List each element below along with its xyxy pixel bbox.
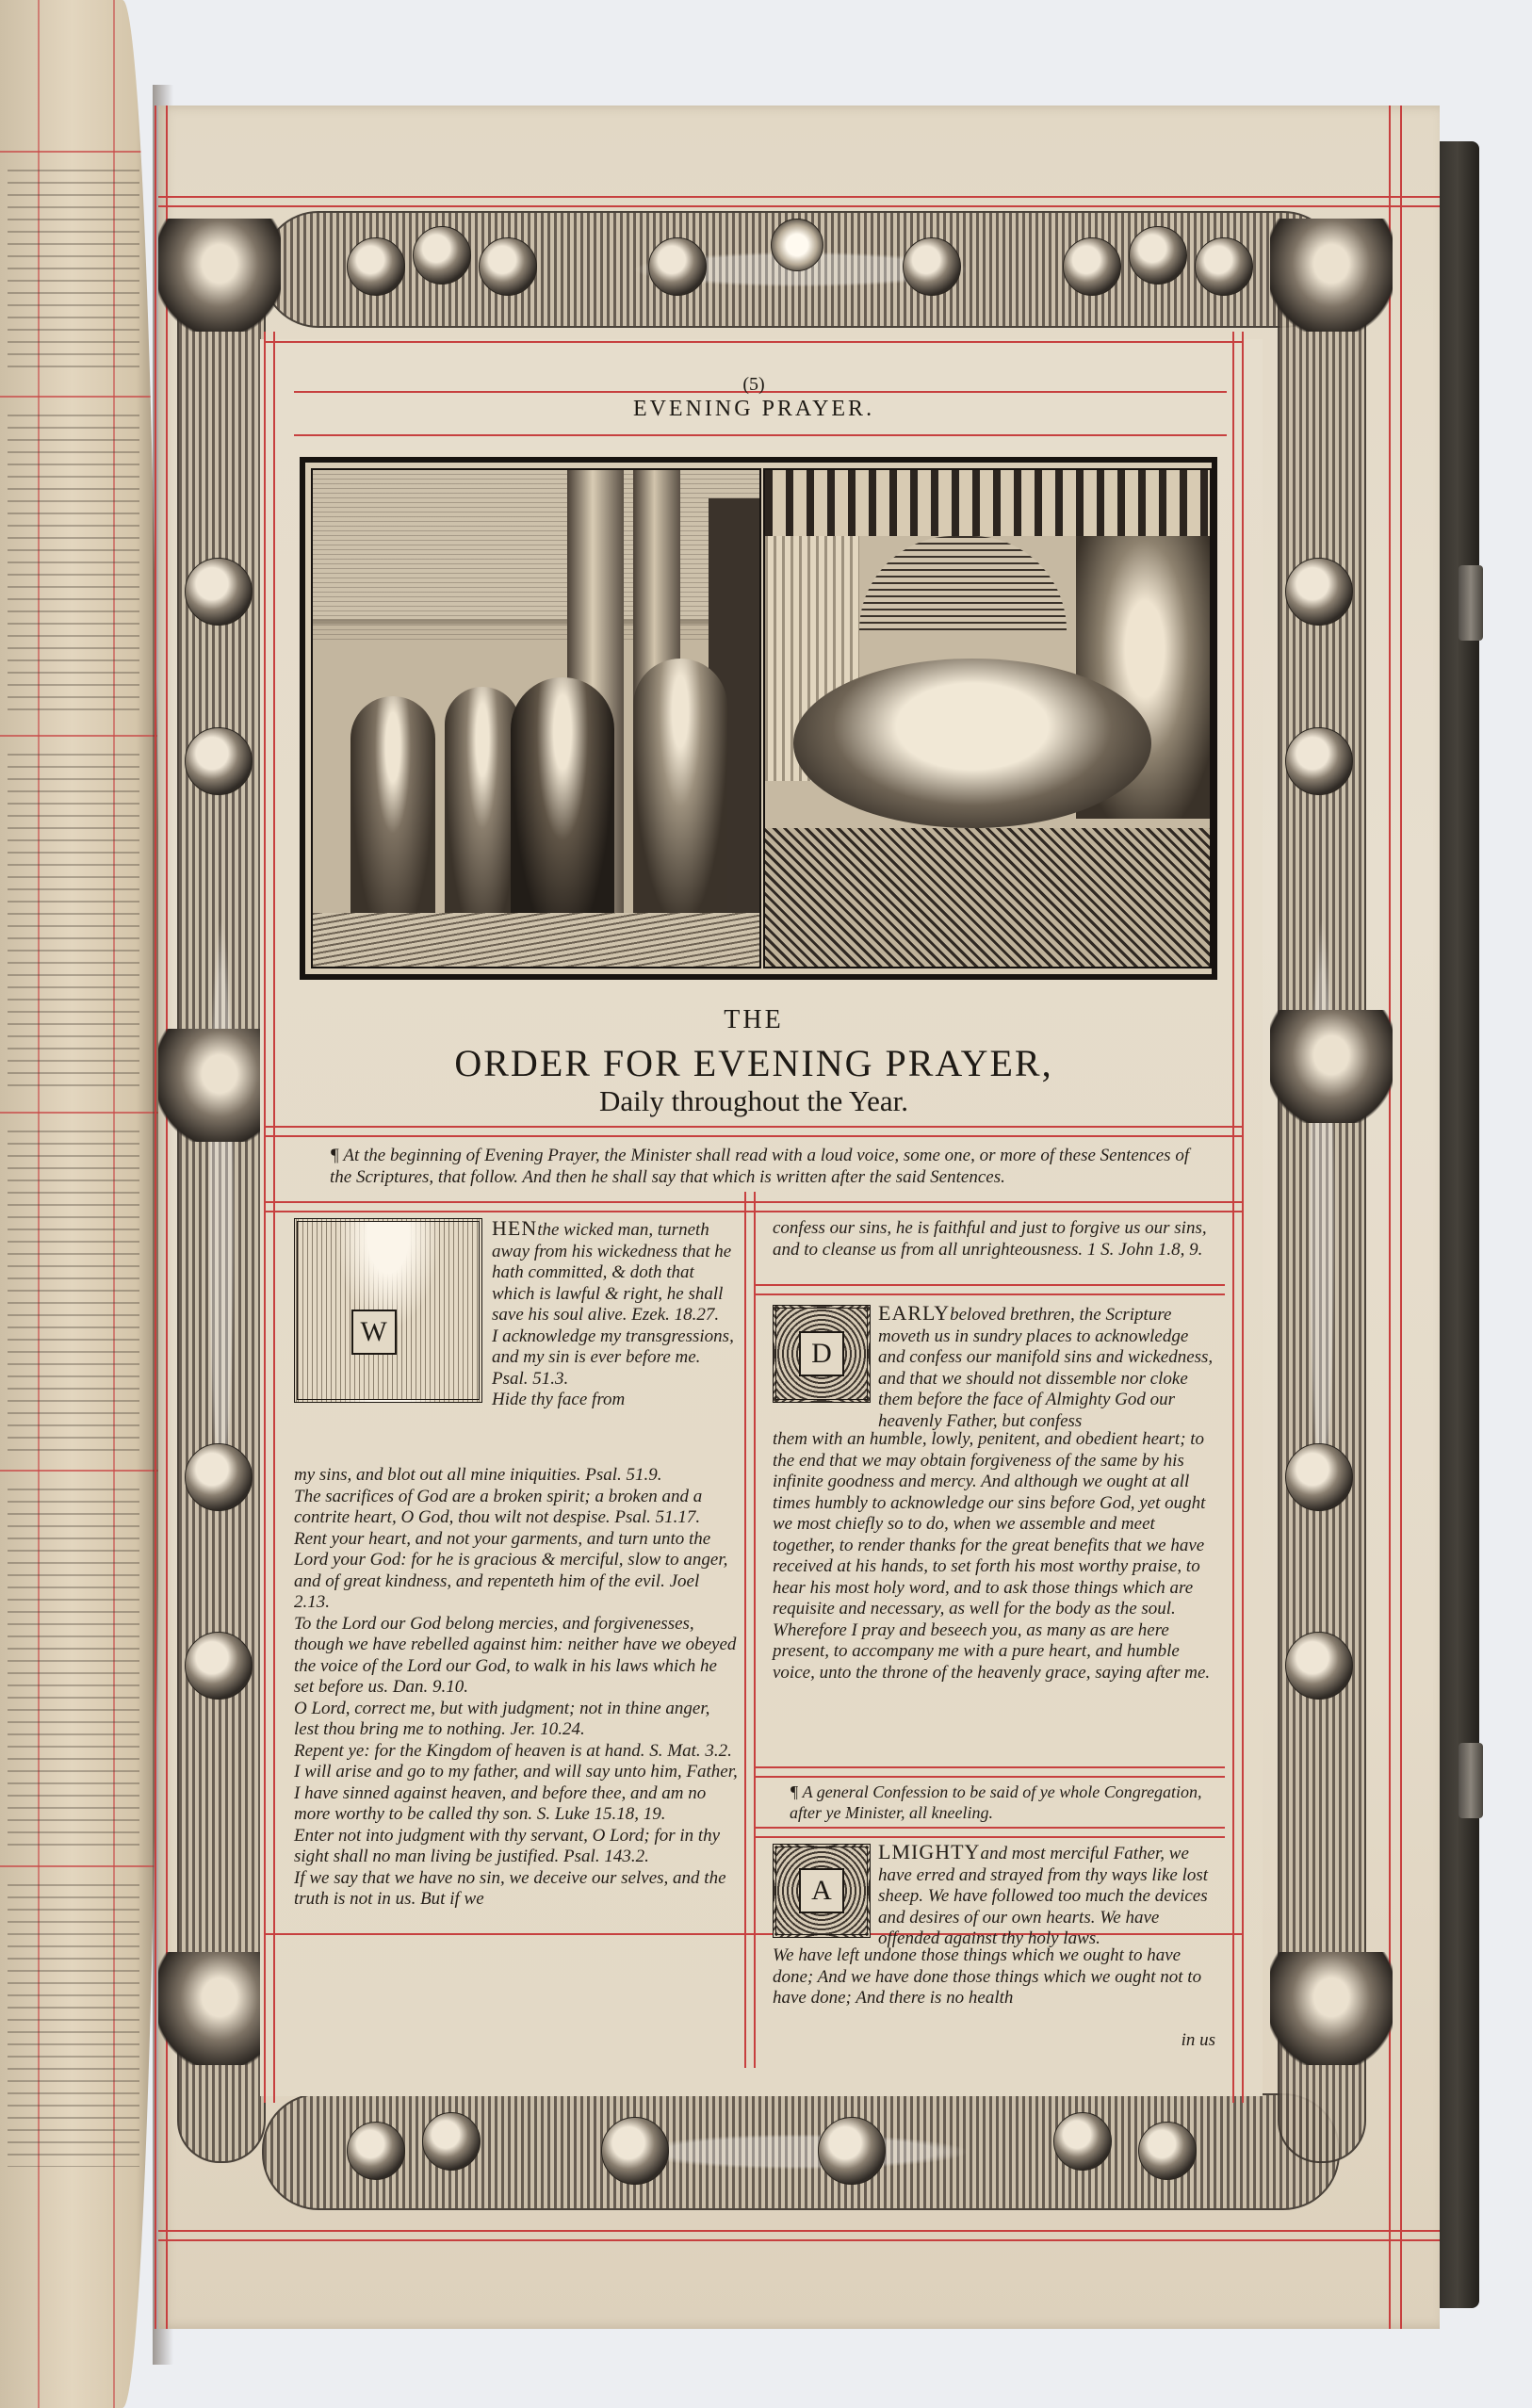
lead-word-almighty: LMIGHTY	[878, 1840, 981, 1863]
exhortation-lead-text: beloved brethren, the Scripture moveth us in sundry places to acknowledge and confess our manifold sins and wickedness, and that we should not dissemble nor cloke them before the face of Almighty God our heavenly Father, but confess	[878, 1305, 1214, 1431]
cherub-icon	[413, 226, 471, 285]
angel-icon	[1270, 219, 1393, 332]
left-facing-page	[0, 0, 160, 2408]
angel-icon	[158, 219, 281, 332]
engraving-frame	[300, 457, 1217, 980]
right-top-text: confess our sins, he is faithful and just to forgive us our sins, and to cleanse us from all unrighteousness. 1 S. John 1.8, 9.	[773, 1218, 1207, 1260]
initial-w-engraving	[294, 1218, 482, 1403]
left-sentences-column: my sins, and blot out all mine iniquities. Psal. 51.9. The sacrifices of God are a broken spirit; a broken and a contrite heart, O God, thou wilt not despise. Psal. 51.17. Rent your heart, and not your garments, and turn unto the Lord your God: for he is gracious & merciful, slow to anger, and of great kindness, and repenteth him of the evil. Joel 2.13. To the Lord our God belong mercies, and forgivenesses, though we have rebelled against him: neither have we obeyed the voice of the Lord our God, to walk in his laws which he set before us. Dan. 9.10. O Lord, correct me, but with judgment; not in thine anger, lest thou bring me to nothing. Jer. 10.24. Repent ye: for the Kingdom of heaven is at hand. S. Mat. 3.2. I will arise and go to my father, and will say unto him, Father, I have sinned against heaven, and before thee, and am no more worthy to be called thy son. S. Luke 15.18, 19. Enter not into judgment with thy servant, O Lord; for in thy sight shall no man living be justified. Psal. 143.2. If we say that we have no sin, we deceive our selves, and the truth is not in us. But if we	[294, 1465, 738, 1909]
exhortation-body: them with an humble, lowly, penitent, and obedient heart; to the end that we may obtain forgiveness of the same by his infinite goodness and mercy. And although we ought at all times humbly to acknowledge our sins before God, yet ought we most chiefly so to do, when we assemble and meet together, to render thanks for the great benefits that we have received at his hands, to set forth his most worthy praise, to hear his most holy word, and to ask those things which are requisite and necessary, as well for the body as the soul. Wherefore I pray and beseech you, as many as are here present, to accompany me with a pure heart, and humble voice, unto the throne of the heavenly grace, saying after me.	[773, 1429, 1211, 1683]
page-content	[273, 353, 1234, 2068]
cherub-icon	[1285, 727, 1353, 795]
cherub-icon	[1285, 558, 1353, 626]
cherub-icon	[185, 558, 253, 626]
initial-w: W	[351, 1310, 397, 1355]
angel-icon	[1270, 1952, 1393, 2065]
figure-icon	[445, 687, 520, 951]
confession-rubric: ¶ A general Confession to be said of ye whole Congregation, after ye Minister, all kneeling.	[790, 1782, 1202, 1822]
lead-word-when: HEN	[492, 1216, 538, 1240]
cherub-icon	[185, 1443, 253, 1511]
running-header: EVENING PRAYER.	[632, 397, 875, 421]
engraving-prodigal-return	[311, 468, 761, 968]
exhortation-lead	[878, 1303, 1217, 1432]
cherub-icon	[1053, 2112, 1112, 2171]
feast-table-icon	[793, 659, 1151, 828]
folio-number: (5)	[742, 374, 765, 395]
cherub-icon	[1195, 237, 1253, 296]
clasp-bottom-icon	[1459, 1743, 1483, 1818]
title-the: THE	[724, 1005, 784, 1034]
initial-d: D	[799, 1331, 844, 1376]
cherub-icon	[185, 727, 253, 795]
figure-icon	[511, 677, 614, 951]
left-ornament-band	[177, 266, 266, 2163]
cherub-icon	[422, 2112, 481, 2171]
cherub-icon	[479, 237, 537, 296]
initial-d-box	[773, 1305, 871, 1403]
cherub-icon	[601, 2117, 669, 2185]
cherub-icon	[903, 237, 961, 296]
initial-a-box	[773, 1844, 871, 1938]
opening-rubric: ¶ At the beginning of Evening Prayer, the Minister shall read with a loud voice, some one, or more of these Sentences of the Scriptures, that follow. And then he shall say that which is written after the said Sentences.	[330, 1146, 1190, 1187]
cherub-icon	[185, 1632, 253, 1700]
left-lead-paragraph	[492, 1218, 739, 1411]
cherub-icon	[1063, 237, 1121, 296]
engraving-feast	[763, 468, 1212, 968]
lead-word-dearly: EARLY	[878, 1301, 951, 1325]
title-order-for-evening-prayer: ORDER FOR EVENING PRAYER,	[454, 1042, 1053, 1084]
figure-icon	[633, 659, 727, 922]
confession-lead	[878, 1842, 1217, 1950]
cherub-icon	[648, 237, 707, 296]
catchword: in us	[1181, 2030, 1215, 2050]
title-daily-throughout-year: Daily throughout the Year.	[598, 1084, 909, 1117]
initial-a: A	[799, 1868, 844, 1913]
cherub-icon	[1129, 226, 1187, 285]
right-ornament-band	[1278, 266, 1366, 2163]
cherub-icon	[347, 237, 405, 296]
cherub-icon	[1138, 2122, 1197, 2180]
clasp-top-icon	[1459, 565, 1483, 641]
cherub-icon	[1285, 1443, 1353, 1511]
confession-continued: We have left undone those things which we ought to have done; And we have done those things which we ought not to have done; And there is no health	[773, 1945, 1202, 2008]
dove-icon	[771, 219, 823, 271]
left-lead-text: the wicked man, turneth away from his wickedness that he hath committed, & doth that which is lawful & right, he shall save his soul alive. Ezek. 18.27. I acknowledge my transgressions, and my sin is ever before me. Psal. 51.3. Hide thy face from	[492, 1220, 734, 1409]
cherub-icon	[347, 2122, 405, 2180]
cherub-icon	[1285, 1632, 1353, 1700]
confession-lead-text: and most merciful Father, we have erred and strayed from thy ways like lost sheep. We have followed too much the devices and desires of our own hearts. We have offended against thy holy laws.	[878, 1844, 1209, 1948]
angel-trumpet-icon	[1270, 1010, 1393, 1123]
cherub-icon	[818, 2117, 886, 2185]
